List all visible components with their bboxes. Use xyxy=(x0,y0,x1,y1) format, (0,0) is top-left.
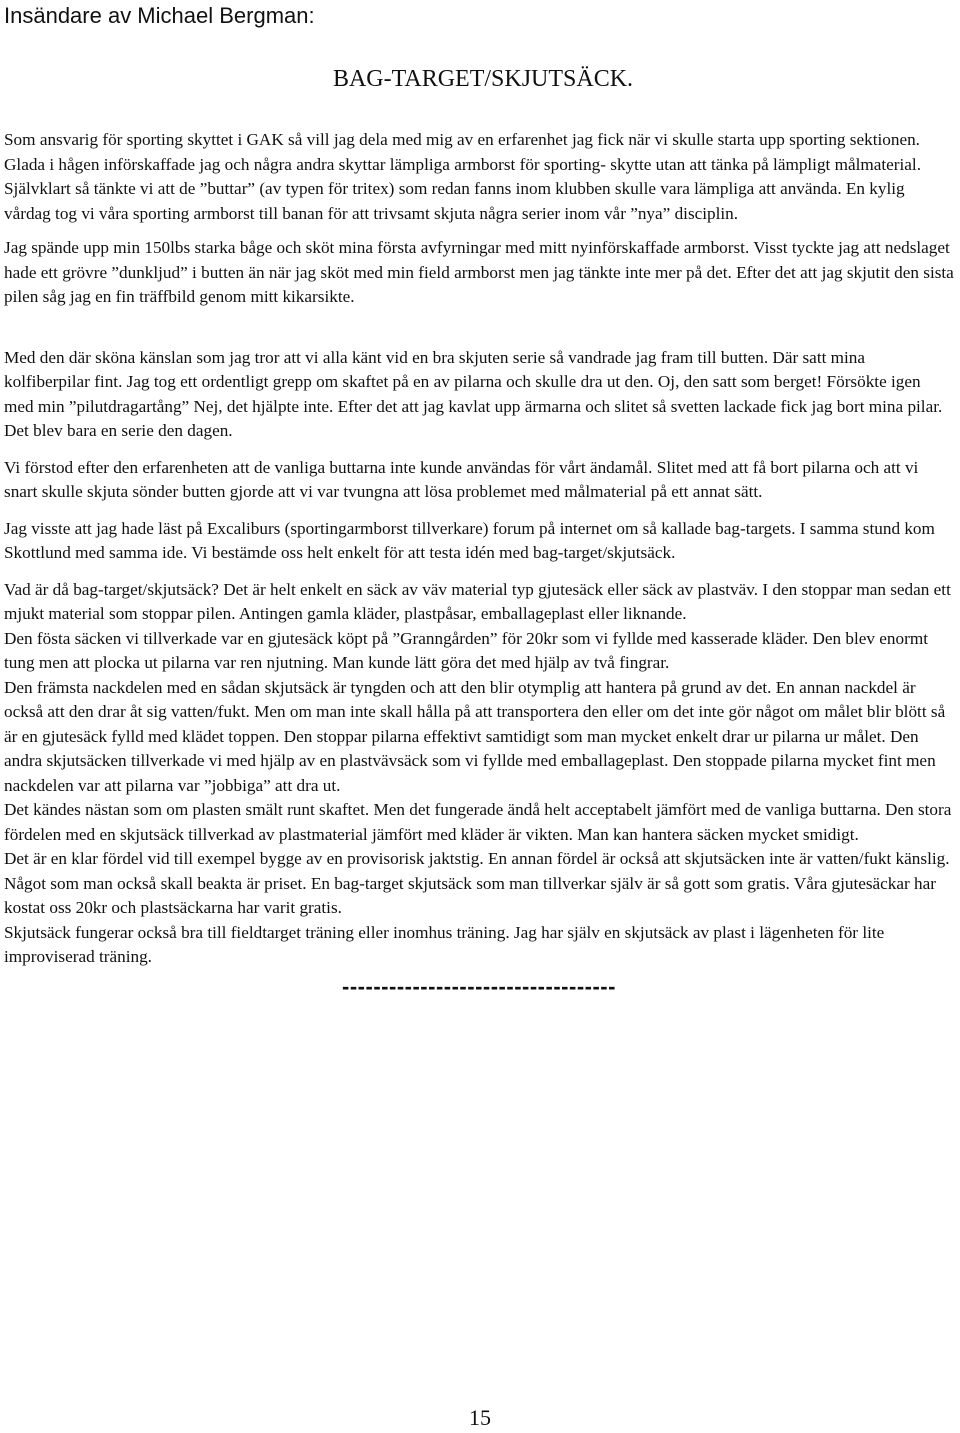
paragraph-conclusion: Vi förstod efter den erfarenheten att de vanliga buttarna inte kunde användas för vårt ändamål. Slitet med att få bort pilarna och att vi snart skulle skjuta sönder butten gjorde att vi var tvungna att lösa problemet med målmaterial på ett annat sätt. xyxy=(4,457,919,501)
paragraph-definition: Vad är då bag-target/skjutsäck? Det är helt enkelt en säck av väv material typ gjutesäck eller säck av plastväv. I den stoppar man sedan ett mjukt material som stoppar pilen. Antingen gamla kläder, plastpåsar, emballageplast eller liknande. xyxy=(4,579,951,623)
submitter-line: Insändare av Michael Bergman: xyxy=(4,3,315,28)
page-number: 15 xyxy=(469,1405,491,1430)
paragraph-excalibur: Jag visste att jag hade läst på Excaliburs (sportingarmborst tillverkare) forum på internet om så kallade bag-targets. I samma stund kom Skottlund med samma ide. Vi bestämde oss helt enkelt för att testa idén med bag-target/skjutsäck. xyxy=(4,518,935,562)
paragraph-intro: Som ansvarig för sporting skyttet i GAK så vill jag dela med mig av en erfarenhet jag fick när vi skulle starta upp sporting sektionen. xyxy=(4,130,920,149)
article-body xyxy=(4,128,954,1000)
paragraph-purchase: Glada i hågen införskaffade jag och några andra skyttar lämpliga armborst för sporting- skytte utan att tänka på lämpligt målmaterial. Självklart så tänkte vi att de ”buttar” (av typen för tritex) som redan fanns inom klubben skulle vara lämpliga att använda. En kylig vårdag tog vi våra sporting armborst till banan för att trivsamt skjuta några serier inom vår ”nya” disciplin. xyxy=(4,154,921,223)
paragraph-advantages: Det är en klar fördel vid till exempel bygge av en provisorisk jaktstig. En annan fördel är också att skjutsäcken inte är vatten/fukt känslig. Något som man också skall beakta är priset. En bag-target skjutsäck som man tillverkar själv är så gott som gratis. Våra gjutesäckar har kostat oss 20kr och plastsäckarna har varit gratis. xyxy=(4,849,950,917)
end-separator: ----------------------------------- xyxy=(342,973,616,999)
paragraph-plastic: Det kändes nästan som om plasten smält runt skaftet. Men det fungerade ändå helt acceptabelt jämfört med de vanliga buttarna. Den stora fördelen med en skjutsäck tillverkad av plastmaterial jämfört med kläder är vikten. Man kan hantera säcken mycket smidigt. xyxy=(4,800,952,844)
paragraph-first-shots: Jag spände upp min 150lbs starka båge och sköt mina första avfyrningar med mitt nyinförskaffade armborst. Visst tyckte jag att nedslaget hade ett grövre ”dunkljud” i butten än när jag sköt med min field armborst men jag tänkte inte mer på det. Efter det att jag skjutit den sista pilen såg jag en fin träffbild genom mitt kikarsikte. xyxy=(4,238,954,306)
paragraph-disadvantages: Den främsta nackdelen med en sådan skjutsäck är tyngden och att den blir otymplig att hantera på grund av det. En annan nackdel är också att den drar åt sig vatten/fukt. Men om man inte skall hålla på att transportera den eller om det inte gör något om målet blir blött så är en gjutesäck fylld med klädet toppen. Den stoppar pilarna effektivt samtidigt som man mycket enkelt drar ur pilarna ur målet. Den andra skjutsäcken tillverkade vi med hjälp av en plastvävsäck som vi fyllde med emballageplast. Den stoppade pilarna mycket fint men nackdelen var att pilarna var ”jobbiga” att dra ut. xyxy=(4,677,946,795)
paragraph-stuck-arrows: Med den där sköna känslan som jag tror att vi alla känt vid en bra skjuten serie så vandrade jag fram till butten. Där satt mina kolfiberpilar fint. Jag tog ett ordentligt grepp om skaftet på en av pilarna och skulle dra ut den. Oj, den satt som berget! Försökte igen med min ”pilutdragartång” Nej, det hjälpte inte. Efter det att jag kavlat upp ärmarna och slitet så svetten lackade fick jag bort mina pilar. Det blev bara en serie den dagen. xyxy=(4,347,943,440)
paragraph-first-bag: Den fösta säcken vi tillverkade var en gjutesäck köpt på ”Granngården” för 20kr som vi fyllde med kasserade kläder. Den blev enormt tung men att plocka ut pilarna var ren njutning. Man kunde lätt göra det med hjälp av två fingrar. xyxy=(4,628,928,672)
article-title: BAG-TARGET/SKJUTSÄCK. xyxy=(332,66,634,92)
paragraph-training: Skjutsäck fungerar också bra till fieldtarget träning eller inomhus träning. Jag har själv en skjutsäck av plast i lägenheten för lite improviserad träning. xyxy=(4,922,885,966)
